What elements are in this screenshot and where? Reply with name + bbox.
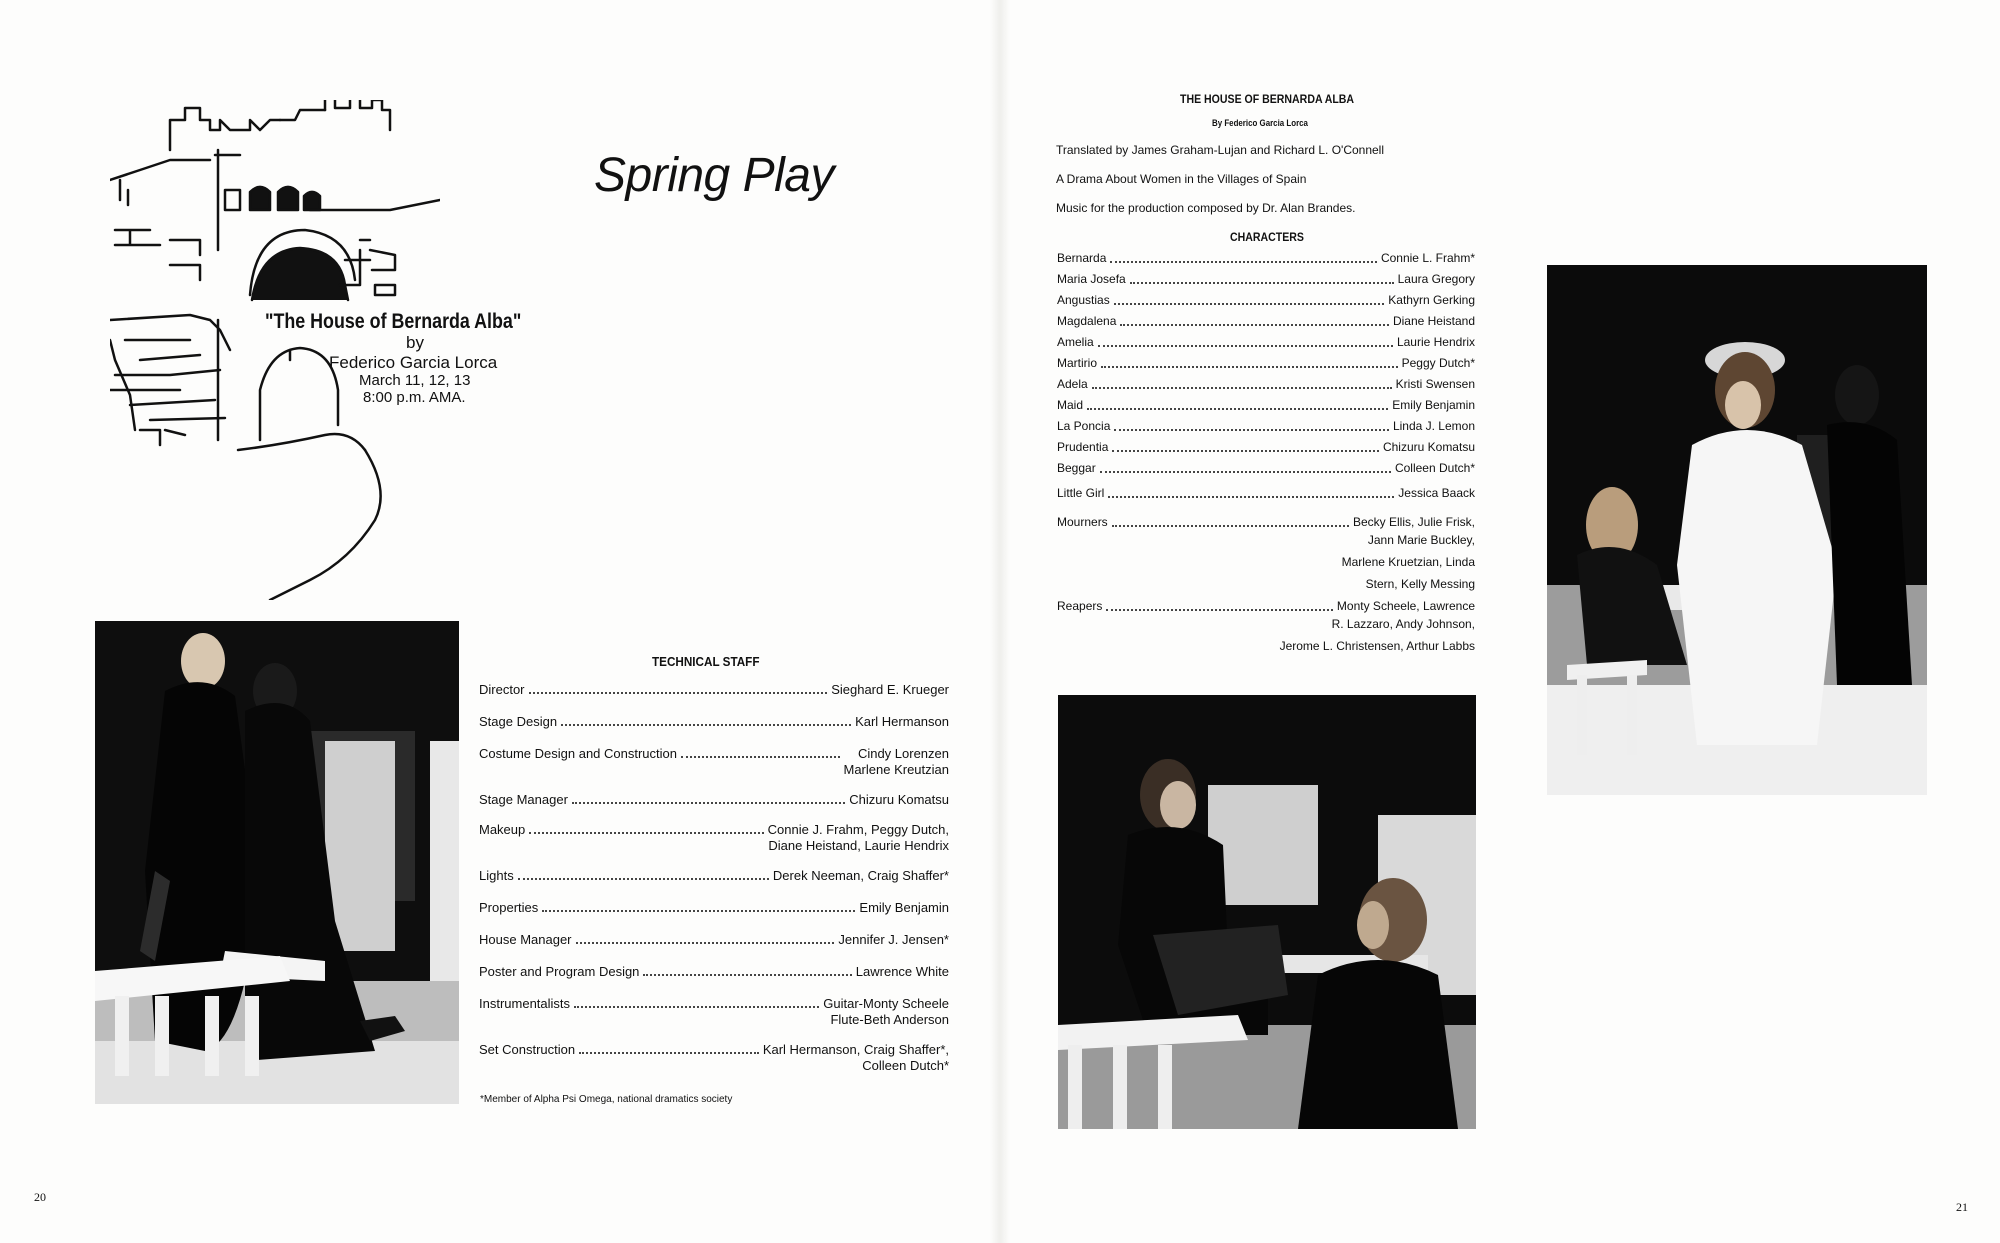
cast-role: Bernarda [1057,251,1107,265]
cast-person: Linda J. Lemon [1392,419,1475,433]
staff-role: Makeup [479,822,526,837]
cast-person-continued: Jann Marie Buckley, [1367,533,1475,547]
staff-role: Set Construction [479,1042,576,1057]
stage-photo-right [1547,265,1927,795]
cast-role: Adela [1057,377,1088,391]
cast-role: Mourners [1057,515,1108,529]
cast-row [1057,293,1475,307]
poster-time-place: 8:00 p.m. AMA. [363,389,466,406]
staff-person: Chizuru Komatsu [849,792,949,807]
staff-person: Derek Neeman, Craig Shaffer* [772,868,949,883]
cast-row-reapers [1057,599,1475,613]
staff-role: Properties [479,900,539,915]
cast-row [1057,486,1475,500]
page-number-left: 20 [34,1190,46,1204]
cast-role: Reapers [1057,599,1103,613]
poster-by: by [406,333,424,352]
cast-role: Magdalena [1057,314,1117,328]
cast-row [1057,419,1475,433]
cast-person: Kristi Swensen [1395,377,1475,391]
cast-role: Maid [1057,398,1084,412]
cast-role: Beggar [1057,461,1096,475]
characters-heading: CHARACTERS [1230,230,1304,244]
staff-role: House Manager [479,932,572,947]
staff-role: Stage Design [479,714,558,729]
cast-person-continued: R. Lazzaro, Andy Johnson, [1331,617,1475,631]
section-heading: Spring Play [594,149,834,202]
cast-person-continued: Marlene Kruetzian, Linda [1341,555,1475,569]
staff-person: Diane Heistand, Laurie Hendrix [768,838,949,853]
music-credit: Music for the production composed by Dr. Alan Brandes. [1056,201,1356,215]
cast-person-continued: Jerome L. Christensen, Arthur Labbs [1279,639,1475,653]
staff-role: Costume Design and Construction [479,746,677,761]
staff-person: Lawrence White [855,964,949,979]
staff-person: Emily Benjamin [859,900,949,915]
cast-role: Maria Josefa [1057,272,1126,286]
staff-person: Sieghard E. Krueger [831,682,949,697]
cast-person: Laurie Hendrix [1396,335,1475,349]
play-title-heading: THE HOUSE OF BERNARDA ALBA [1180,92,1355,106]
cast-list [1057,251,1475,657]
technical-staff-heading: TECHNICAL STAFF [652,654,760,669]
staff-row [479,932,949,948]
cast-role: La Poncia [1057,419,1111,433]
play-subtitle: A Drama About Women in the Villages of Spain [1056,172,1307,186]
cast-person: Diane Heistand [1392,314,1475,328]
staff-person: Flute-Beth Anderson [830,1012,949,1027]
staff-row [479,822,949,854]
cast-role: Little Girl [1057,486,1105,500]
cast-person: Laura Gregory [1397,272,1475,286]
staff-row [479,964,949,980]
cast-row [1057,251,1475,265]
cast-person: Becky Ellis, Julie Frisk, [1352,515,1475,529]
staff-person: Colleen Dutch* [862,1058,949,1073]
page-number-right: 21 [1956,1200,1968,1214]
cast-person: Kathyrn Gerking [1388,293,1475,307]
alpha-psi-omega-footnote: *Member of Alpha Psi Omega, national dramatics society [480,1094,733,1105]
staff-role: Instrumentalists [479,996,571,1011]
staff-row [479,1042,949,1074]
staff-role: Poster and Program Design [479,964,640,979]
staff-role: Lights [479,868,514,883]
cast-role: Prudentia [1057,440,1109,454]
staff-person: Guitar-Monty Scheele [823,996,949,1011]
stage-photo-left [95,621,459,1104]
staff-row [479,792,949,808]
cast-row [1057,377,1475,391]
staff-person: Marlene Kreutzian [843,762,949,777]
cast-row-mourners [1057,515,1475,529]
cast-row [1057,440,1475,454]
cast-person: Emily Benjamin [1392,398,1475,412]
cast-row [1057,398,1475,412]
cast-person: Jessica Baack [1398,486,1475,500]
translation-credit: Translated by James Graham-Lujan and Richard L. O'Connell [1056,143,1385,157]
cast-row [1057,314,1475,328]
cast-row [1057,335,1475,349]
staff-row [479,868,949,884]
stage-photo-center [1058,695,1476,1129]
staff-row [479,996,949,1028]
staff-row [479,900,949,916]
poster-dates: March 11, 12, 13 [359,372,471,389]
play-byline: By Federico Garcia Lorca [1212,118,1308,128]
cast-role: Angustias [1057,293,1110,307]
poster-author: Federico Garcia Lorca [329,353,498,372]
staff-person: Karl Hermanson, Craig Shaffer*, [762,1042,949,1057]
cast-person: Peggy Dutch* [1401,356,1475,370]
technical-staff-list [479,682,949,1074]
staff-role: Stage Manager [479,792,568,807]
cast-role: Martirio [1057,356,1098,370]
cast-person: Colleen Dutch* [1394,461,1475,475]
staff-person: Karl Hermanson [855,714,949,729]
staff-person: Jennifer J. Jensen* [838,932,949,947]
staff-person: Connie J. Frahm, Peggy Dutch, [767,822,949,837]
cast-role: Amelia [1057,335,1094,349]
page-gutter [990,0,1010,1243]
staff-row [479,682,949,698]
cast-person: Monty Scheele, Lawrence [1336,599,1475,613]
staff-row [479,714,949,730]
staff-person: Cindy Lorenzen [857,746,949,761]
castle-sketch-illustration [110,100,440,600]
cast-person: Chizuru Komatsu [1382,440,1475,454]
staff-role: Director [479,682,525,697]
cast-row [1057,356,1475,370]
cast-person: Connie L. Frahm* [1380,251,1475,265]
poster-play-title: "The House of Bernarda Alba" [265,310,522,333]
staff-row [479,746,949,778]
cast-person-continued: Stern, Kelly Messing [1365,577,1475,591]
cast-row [1057,461,1475,475]
cast-row [1057,272,1475,286]
